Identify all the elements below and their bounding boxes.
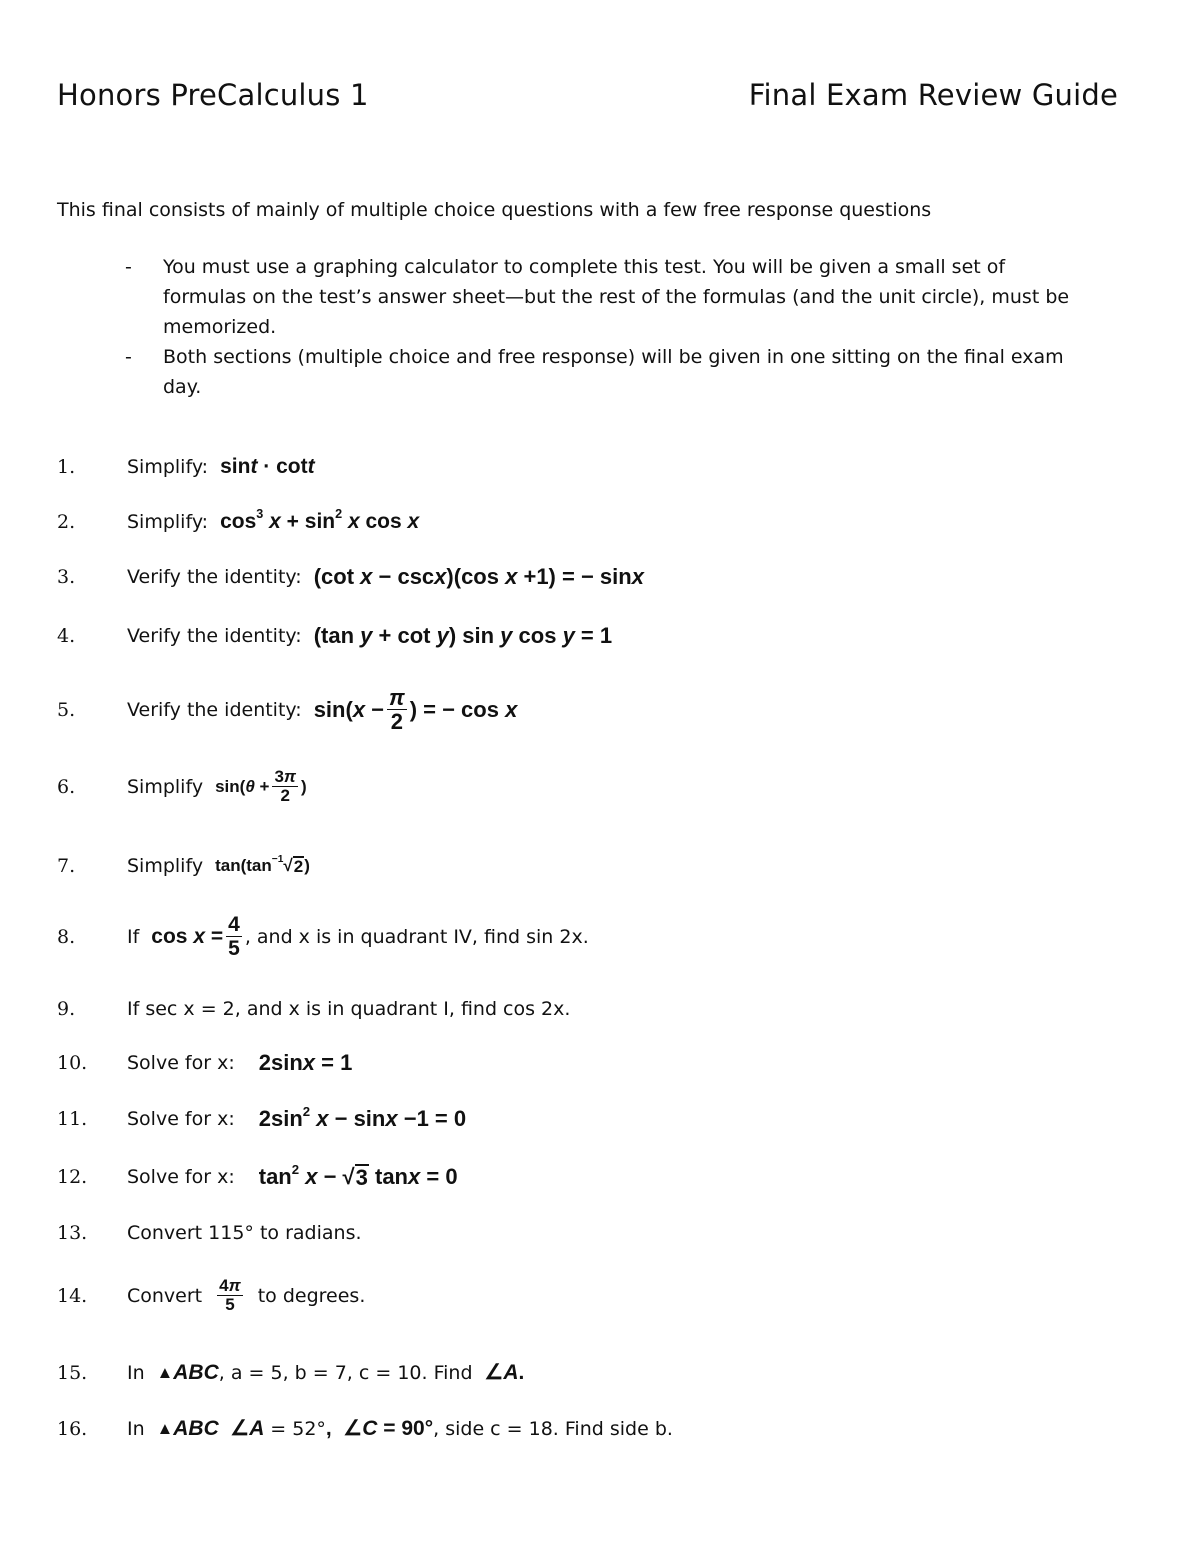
question-10 bbox=[57, 1050, 352, 1076]
question-label: Solve for x: bbox=[127, 1108, 235, 1130]
question-3 bbox=[57, 564, 644, 590]
question-number: 5. bbox=[57, 699, 76, 722]
question-label: In bbox=[127, 1361, 145, 1384]
question-16 bbox=[57, 1416, 673, 1441]
intro-paragraph: This final consists of mainly of multiple choice questions with a few free response questions bbox=[57, 199, 932, 221]
question-number: 9. bbox=[57, 998, 76, 1020]
bullet-text-line: day. bbox=[163, 376, 202, 398]
question-12 bbox=[57, 1161, 458, 1190]
question-label: Simplify: bbox=[127, 511, 209, 533]
question-number: 11. bbox=[57, 1108, 88, 1130]
math-expression: sin( θ + $\frac{3\pi}{2}$ ) bbox=[215, 767, 307, 805]
question-label: Verify the identity: bbox=[127, 566, 302, 588]
question-number: 12. bbox=[57, 1166, 88, 1189]
math-expression: cos 3 x + sin 2 x cos x bbox=[220, 507, 420, 533]
math-expression: 2sin x = 1 bbox=[258, 1050, 353, 1075]
question-6 bbox=[57, 768, 307, 806]
bullet-dash: - bbox=[125, 346, 132, 368]
question-number: 10. bbox=[57, 1052, 88, 1074]
math-expression: $\frac{4\pi}{5}$ bbox=[219, 1276, 241, 1314]
math-expression: tan 2 x − √ 3 tan x = 0 bbox=[258, 1161, 458, 1190]
question-7 bbox=[57, 855, 310, 877]
bullet-text-line: formulas on the test’s answer sheet—but the rest of the formulas (and the unit circle), must be bbox=[163, 286, 1070, 308]
question-label: Simplify bbox=[127, 775, 204, 798]
question-number: 4. bbox=[57, 625, 76, 647]
question-tail: , and x is in quadrant IV, find sin 2x. bbox=[244, 926, 589, 949]
question-label: Verify the identity: bbox=[127, 699, 302, 722]
instructions-list bbox=[57, 252, 1147, 402]
question-number: 1. bbox=[57, 456, 76, 478]
question-1 bbox=[57, 455, 315, 479]
bullet-text-line: You must use a graphing calculator to complete this test. You will be given a small set of bbox=[163, 256, 1006, 278]
question-number: 7. bbox=[57, 855, 76, 877]
guide-title: Final Exam Review Guide bbox=[748, 78, 1118, 112]
question-label: Simplify bbox=[127, 855, 204, 877]
question-tail: , a = 5, b = 7, c = 10. Find bbox=[218, 1361, 473, 1384]
question-number: 8. bbox=[57, 926, 76, 949]
question-5 bbox=[57, 686, 517, 734]
question-13 bbox=[57, 1222, 362, 1244]
question-9 bbox=[57, 998, 570, 1020]
math-expression: ▲ ABC bbox=[156, 1360, 219, 1384]
math-expression: (tan y + cot y ) sin y cos y = 1 bbox=[313, 623, 613, 648]
list-item bbox=[57, 252, 1147, 342]
question-label: Convert 115° to radians. bbox=[127, 1222, 362, 1244]
question-label: Solve for x: bbox=[127, 1052, 235, 1074]
question-8 bbox=[57, 914, 589, 960]
math-expression: sin( x − $\frac{\pi}{2}$ ) = − cos x bbox=[313, 685, 518, 735]
course-title: Honors PreCalculus 1 bbox=[57, 78, 369, 112]
math-expression: tan(tan −1 √ 2 ) bbox=[215, 854, 310, 876]
question-4 bbox=[57, 623, 612, 649]
question-label: If bbox=[127, 926, 140, 949]
bullet-text-line: memorized. bbox=[163, 316, 277, 338]
math-expression: cos x = $\frac{4}{5}$ bbox=[151, 913, 240, 961]
question-2 bbox=[57, 507, 420, 534]
math-expression: 2sin 2 x − sin x −1 = 0 bbox=[258, 1103, 467, 1131]
question-label: Verify the identity: bbox=[127, 625, 302, 647]
question-number: 3. bbox=[57, 566, 76, 588]
question-label: Simplify: bbox=[127, 456, 209, 478]
bullet-dash: - bbox=[125, 256, 132, 278]
math-expression: ▲ ABC ∠ A = 52° , ∠ C = 90° bbox=[156, 1416, 434, 1440]
question-label: Solve for x: bbox=[127, 1166, 235, 1189]
question-number: 6. bbox=[57, 775, 76, 798]
math-expression: ∠ A . bbox=[484, 1360, 525, 1384]
question-label: In bbox=[127, 1417, 145, 1440]
question-tail: to degrees. bbox=[257, 1284, 366, 1307]
question-14 bbox=[57, 1277, 365, 1315]
question-15 bbox=[57, 1360, 524, 1385]
bullet-text-line: Both sections (multiple choice and free response) will be given in one sitting on the final exam bbox=[163, 346, 1064, 368]
question-number: 2. bbox=[57, 511, 76, 533]
question-number: 15. bbox=[57, 1361, 88, 1384]
question-label: Convert bbox=[127, 1284, 203, 1307]
math-expression: (cot x − csc x )(cos x +1) = − sin x bbox=[313, 564, 644, 589]
question-number: 13. bbox=[57, 1222, 88, 1244]
question-11 bbox=[57, 1103, 467, 1132]
question-number: 14. bbox=[57, 1284, 88, 1307]
math-expression: sin t · cot t bbox=[220, 455, 315, 478]
question-label: If sec x = 2, and x is in quadrant I, find cos 2x. bbox=[127, 998, 571, 1020]
question-number: 16. bbox=[57, 1417, 88, 1440]
list-item bbox=[57, 342, 1147, 402]
question-tail: , side c = 18. Find side b. bbox=[433, 1417, 673, 1440]
